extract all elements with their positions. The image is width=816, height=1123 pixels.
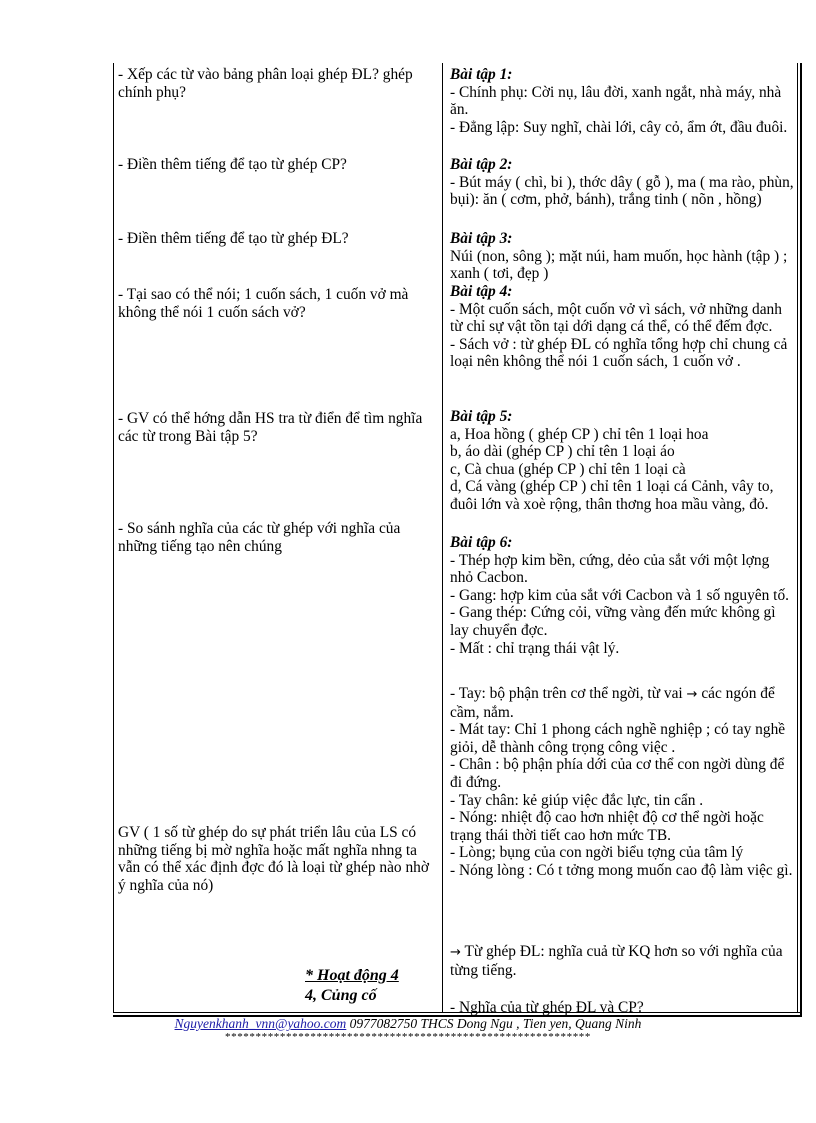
exercise-line: - Sách vở : từ ghép ĐL có nghĩa tổng hợp chỉ chung cả loại nên không thể nói 1 cuốn sách, 1 cuốn vở .	[450, 335, 788, 371]
exercise-title: Bài tập 4:	[450, 283, 513, 300]
table-left-border	[113, 63, 114, 1013]
left-question-6	[118, 520, 436, 555]
final-question	[450, 999, 795, 1017]
table-middle-border	[442, 63, 443, 1013]
left-text: - Điền thêm tiếng để tạo từ ghép ĐL?	[118, 230, 349, 247]
right-arrow-icon: →	[450, 945, 461, 960]
conclusion	[450, 943, 795, 979]
exercise-line: - Mất : chỉ trạng thái vật lý.	[450, 639, 620, 657]
left-question-1	[118, 66, 436, 101]
exercise-title: Bài tập 2:	[450, 156, 513, 173]
exercise-line: - Một cuốn sách, một cuốn vở vì sách, vở những danh từ chỉ sự vật tồn tại dới dạng cá thể, có thể đếm đợc.	[450, 300, 782, 336]
left-text: GV ( 1 số từ ghép do sự phát triển lâu của LS có những tiếng bị mờ nghĩa hoặc mất nghĩa nhng ta vẫn có thể xác định đợc đó là loại từ ghép nào nhờ ý nghĩa của nó)	[118, 824, 429, 894]
nong-line: - Nóng: nhiệt độ cao hơn nhiệt độ cơ thể ngời hoặc trạng thái thời tiết cao hơn mức TB.	[450, 809, 764, 844]
mat-tay-line: - Mát tay: Chỉ 1 phong cách nghề nghiệp ; có tay nghề giỏi, dễ thành công trọng công việc .	[450, 721, 786, 756]
activity-sub-text: 4, Củng cố	[305, 987, 377, 1004]
right-arrow-icon: →	[686, 687, 698, 702]
left-text: - GV có thể hớng dẫn HS tra từ điển để tìm nghĩa các từ trong Bài tập 5?	[118, 410, 423, 445]
left-question-3	[118, 230, 436, 248]
exercise-line: - Chính phụ: Cời nụ, lâu đời, xanh ngắt, nhà máy, nhà ăn.	[450, 83, 782, 119]
table-right-border-outer	[800, 63, 802, 1015]
exercise-line: d, Cá vàng (ghép CP ) chỉ tên 1 loại cá Cảnh, vây to, đuôi lớn và xoè rộng, thân thơng hoa mầu vàng, đỏ.	[450, 478, 774, 513]
exercise-title: Bài tập 1:	[450, 66, 513, 83]
activity-4-heading	[305, 966, 399, 986]
page-footer	[0, 1016, 816, 1032]
table-right-border	[797, 63, 798, 1013]
exercise-line: - Thép hợp kim bền, cứng, dẻo của sắt với một lợng nhỏ Cacbon.	[450, 551, 770, 587]
exercise-title: Bài tập 5:	[450, 408, 513, 425]
consolidation-heading	[305, 986, 377, 1006]
exercise-3	[450, 230, 795, 283]
exercise-line: - Gang thép: Cứng cỏi, vững vàng đến mức không gì lay chuyển đợc.	[450, 604, 776, 639]
left-question-2	[118, 156, 436, 174]
footer-star-divider: ************************************************************	[225, 1031, 591, 1043]
final-question-text: - Nghĩa của từ ghép ĐL và CP?	[450, 999, 644, 1016]
left-text: - So sánh nghĩa của các từ ghép với nghĩa của những tiếng tạo nên chúng	[118, 520, 401, 555]
left-question-5	[118, 410, 436, 445]
footer-info: 0977082750 THCS Dong Ngu , Tien yen, Quang Ninh	[346, 1016, 642, 1031]
exercise-line: a, Hoa hồng ( ghép CP ) chỉ tên 1 loại hoa	[450, 425, 709, 443]
exercise-line: b, áo dài (ghép CP ) chỉ tên 1 loại áo	[450, 443, 675, 461]
exercise-title: Bài tập 6:	[450, 534, 513, 551]
exercise-line: - Bút máy ( chì, bi ), thớc dây ( gỗ ), ma ( ma rào, phùn, bụi): ăn ( cơm, phở, bánh), trắng tinh ( nõn , hồng)	[450, 173, 794, 209]
exercise-4	[450, 283, 795, 371]
left-text: - Tại sao có thể nói; 1 cuốn sách, 1 cuốn vở mà không thể nói 1 cuốn sách vở?	[118, 286, 409, 321]
exercise-2	[450, 156, 795, 209]
nong-long-line: - Nóng lòng : Có t tởng mong muốn cao độ làm việc gì.	[450, 861, 793, 879]
exercise-6	[450, 534, 795, 657]
left-teacher-note	[118, 824, 436, 894]
tay-text-cont: các ngón để cầm, nắm.	[450, 685, 775, 721]
exercise-line: Núi (non, sông ); mặt núi, ham muốn, học hành (tập ) ; xanh ( tơi, đẹp )	[450, 247, 788, 283]
tay-chan-line: - Tay chân: kẻ giúp việc đắc lực, tin cẩn .	[450, 791, 704, 809]
exercise-line: - Gang: hợp kim của sắt với Cacbon và 1 số nguyên tố.	[450, 586, 789, 604]
exercise-5	[450, 408, 795, 514]
left-text: - Xếp các từ vào bảng phân loại ghép ĐL? ghép chính phụ?	[118, 66, 413, 101]
tay-line	[450, 685, 795, 721]
author-email-link[interactable]: Nguyenkhanh_vnn@yahoo.com	[174, 1016, 347, 1031]
activity-heading-text: * Hoạt động 4	[305, 967, 399, 984]
left-text: - Điền thêm tiếng để tạo từ ghép CP?	[118, 156, 347, 173]
tay-text: - Tay: bộ phận trên cơ thể ngời, từ vai	[450, 685, 683, 702]
left-question-4	[118, 286, 436, 321]
exercise-1	[450, 66, 795, 136]
exercise-title: Bài tập 3:	[450, 230, 513, 247]
conclusion-text: Từ ghép ĐL: nghĩa cuả từ KQ hơn so với nghĩa của từng tiếng.	[450, 943, 783, 979]
long-line: - Lòng; bụng của con ngời biểu tợng của tâm lý	[450, 844, 744, 862]
exercise-line: c, Cà chua (ghép CP ) chỉ tên 1 loại cà	[450, 460, 686, 478]
chan-line: - Chân : bộ phận phía dới của cơ thể con ngời dùng để đi đứng.	[450, 756, 785, 791]
exercise-line: - Đẳng lập: Suy nghĩ, chài lới, cây cỏ, ẩm ớt, đầu đuôi.	[450, 118, 788, 136]
word-meaning-list	[450, 685, 795, 880]
